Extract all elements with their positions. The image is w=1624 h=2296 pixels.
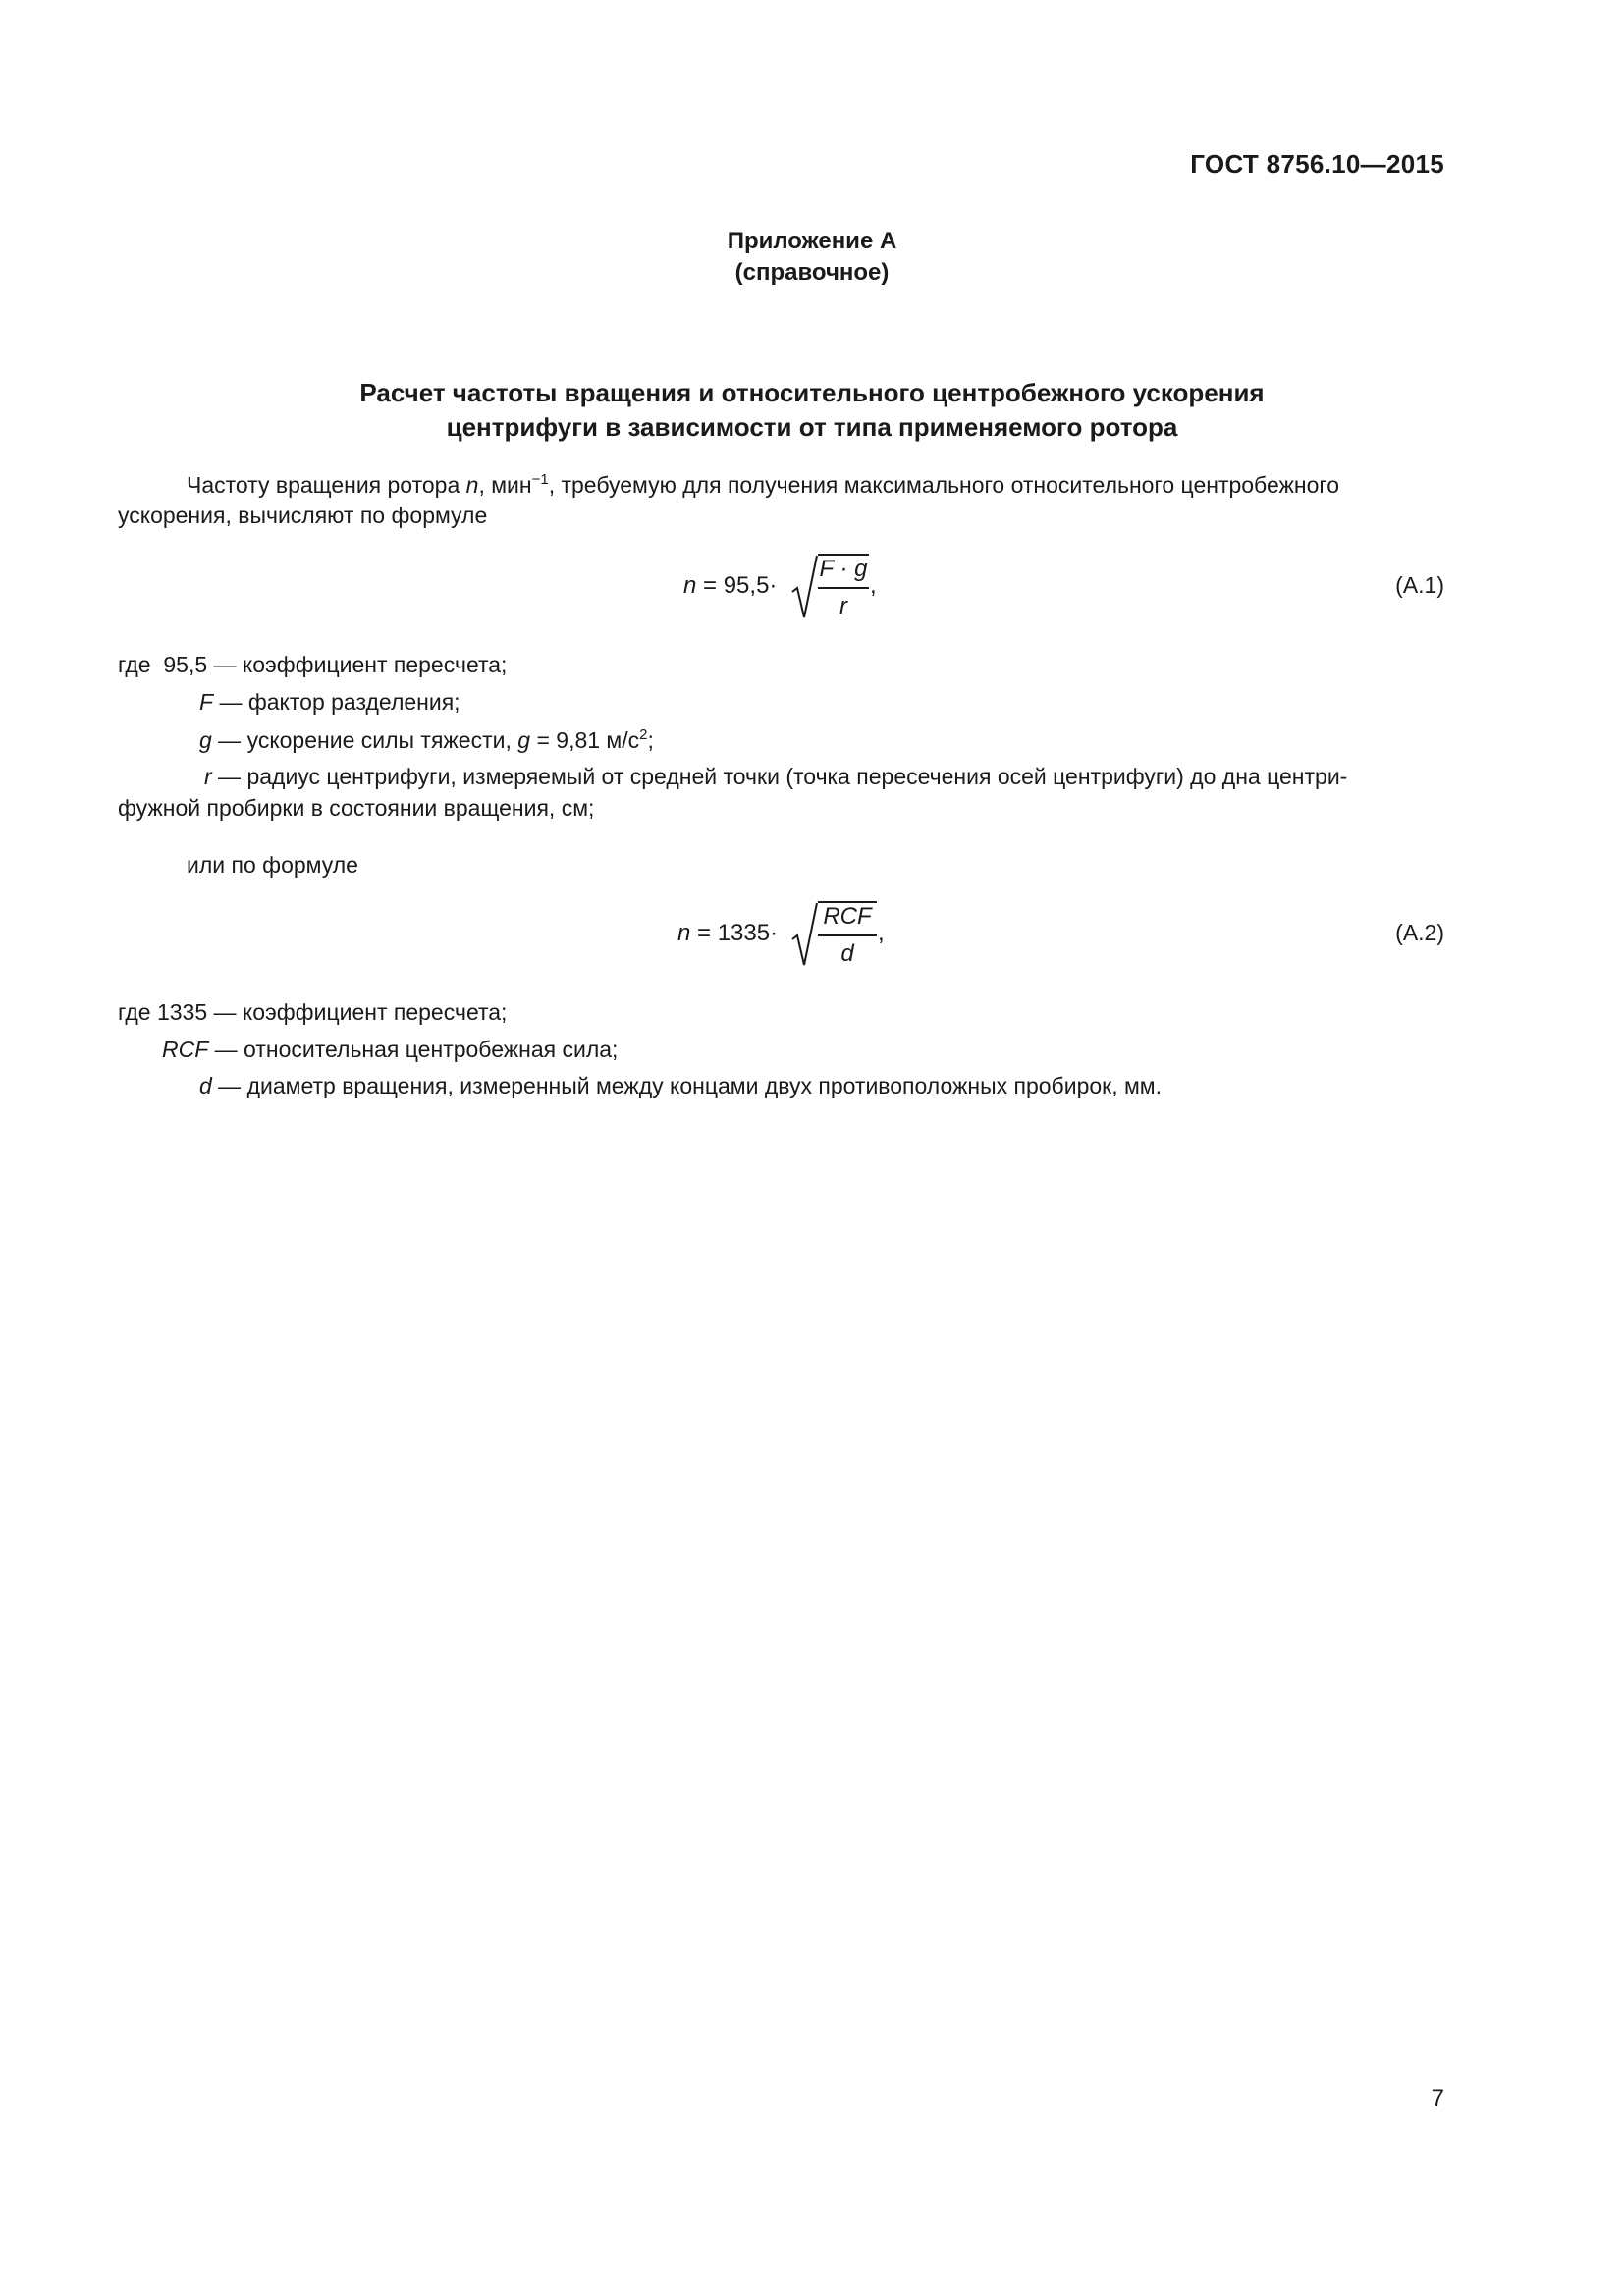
fraction-bar: [818, 587, 869, 589]
where-word: где: [118, 652, 151, 677]
annex-type: (справочное): [734, 259, 890, 286]
sqrt-radical-icon: [790, 553, 820, 621]
exponent: −1: [531, 471, 549, 488]
definition-r-continued: фужной пробирки в состоянии вращения, см;: [118, 795, 595, 821]
formula-2: [677, 920, 778, 947]
definition-coef: [118, 652, 507, 678]
sqrt-radical-icon: [790, 900, 820, 969]
symbol: RCF: [162, 1037, 209, 1062]
definition-text: — диаметр вращения, измеренный между концами двух противоположных пробирок, мм.: [211, 1073, 1163, 1098]
section-title-line-1: Расчет частоты вращения и относительного центробежного ускорения: [359, 378, 1265, 407]
symbol: F: [199, 689, 214, 715]
formula-coef: = 1335·: [690, 920, 779, 946]
formula-coef: = 95,5·: [696, 572, 778, 599]
definition-text: — радиус центрифуги, измеряемый от средней точки (точка пересечения осей центрифуги) до дна центри-: [211, 764, 1348, 789]
definition-g: [199, 726, 654, 754]
symbol: r: [204, 764, 212, 789]
fraction-bar: [818, 934, 877, 936]
definition-text: — коэффициент пересчета;: [207, 999, 508, 1025]
definition-coef-2: [118, 999, 507, 1026]
symbol: g: [517, 727, 531, 753]
intro-text: , мин: [478, 472, 532, 498]
page-number: 7: [1431, 2085, 1444, 2111]
definition-text: ;: [647, 727, 654, 753]
exponent: 2: [639, 726, 648, 743]
formula-trailing-comma: ,: [870, 572, 877, 599]
formula-lhs: n: [683, 572, 697, 599]
formula-trailing-comma: ,: [878, 920, 885, 946]
equation-number: (А.1): [1395, 572, 1444, 598]
section-title-line-2: центрифуги в зависимости от типа применяемого ротора: [446, 412, 1178, 442]
formula-lhs: n: [677, 920, 691, 946]
definition-F: [199, 689, 460, 716]
or-formula-text: или по формуле: [187, 852, 358, 878]
intro-text: Частоту вращения ротора: [187, 472, 466, 498]
intro-line-2: ускорения, вычисляют по формуле: [118, 503, 488, 528]
fraction-numerator: F · g: [819, 556, 868, 582]
definition-rcf: [162, 1037, 618, 1063]
symbol: d: [199, 1073, 212, 1098]
fraction-denominator: d: [840, 940, 854, 967]
standard-designation: ГОСТ 8756.10—2015: [1190, 149, 1444, 179]
intro-line-1: [187, 471, 1339, 499]
fraction-denominator: r: [839, 593, 847, 619]
annex-label: Приложение А: [727, 228, 897, 254]
formula-1: [683, 572, 777, 600]
coef-value: 95,5: [163, 652, 208, 677]
var-n: n: [465, 472, 479, 498]
symbol: g: [199, 727, 212, 753]
intro-text: , требуемую для получения максимального относительного центробежного: [548, 472, 1340, 498]
definition-d: [199, 1073, 1162, 1099]
fraction-numerator: RCF: [823, 903, 872, 930]
definition-r: [204, 764, 1347, 790]
coef-value: где 1335: [118, 999, 208, 1025]
definition-text: — относительная центробежная сила;: [208, 1037, 619, 1062]
definition-text: — фактор разделения;: [213, 689, 460, 715]
definition-text: — ускорение силы тяжести,: [211, 727, 518, 753]
definition-text: = 9,81 м/с: [530, 727, 640, 753]
equation-number: (А.2): [1395, 920, 1444, 945]
definition-text: — коэффициент пересчета;: [207, 652, 508, 677]
